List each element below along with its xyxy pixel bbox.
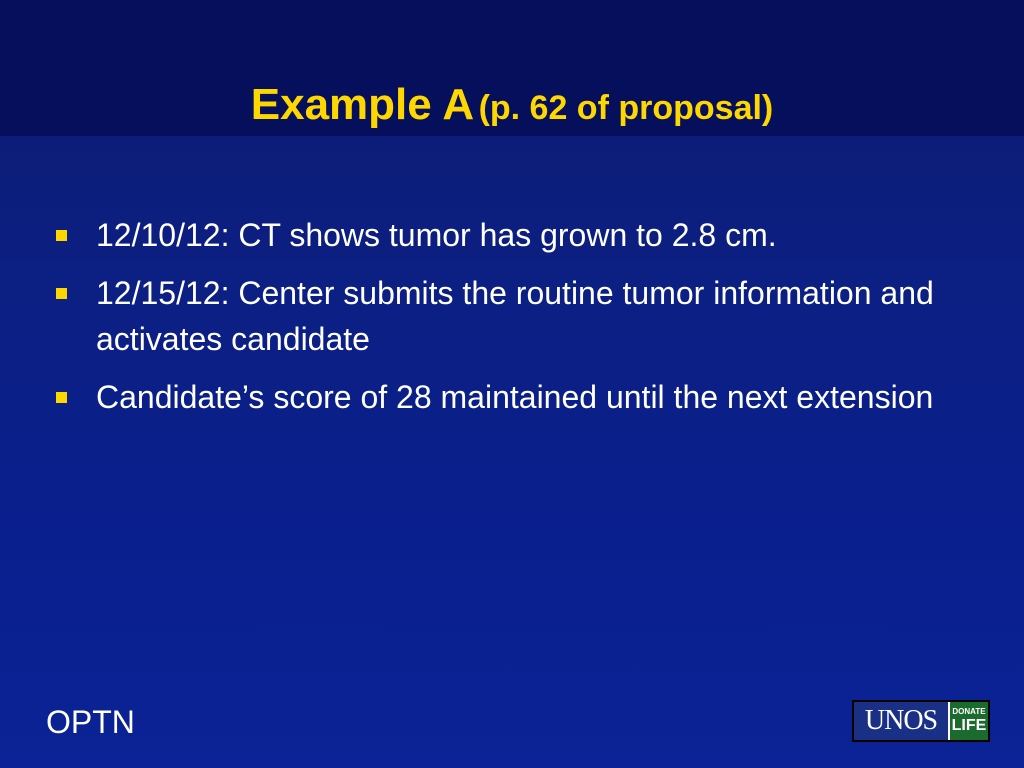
donate-life-badge [950,702,988,740]
bullet-text: 12/15/12: Center submits the routine tumor information and activates candidate [96,275,934,357]
bullet-square-icon [56,288,67,299]
bullet-item [50,212,980,258]
life-text: LIFE [951,717,987,734]
bullet-item [50,270,980,362]
slide-title [0,80,1024,130]
bullet-list [50,212,980,432]
donate-text: DONATE [952,707,986,716]
bullet-item [50,374,980,420]
bullet-square-icon [56,230,67,241]
unos-logo-text: UNOS [854,702,948,740]
bullet-text: 12/10/12: CT shows tumor has grown to 2.8 cm. [96,217,777,253]
bullet-square-icon [56,392,67,403]
title-main: Example A [250,80,475,129]
bullet-text: Candidate’s score of 28 maintained until the next extension [96,379,934,415]
unos-donate-life-logo [852,700,990,742]
footer-org-label: OPTN [46,704,135,740]
title-sub: (p. 62 of proposal) [478,89,774,127]
